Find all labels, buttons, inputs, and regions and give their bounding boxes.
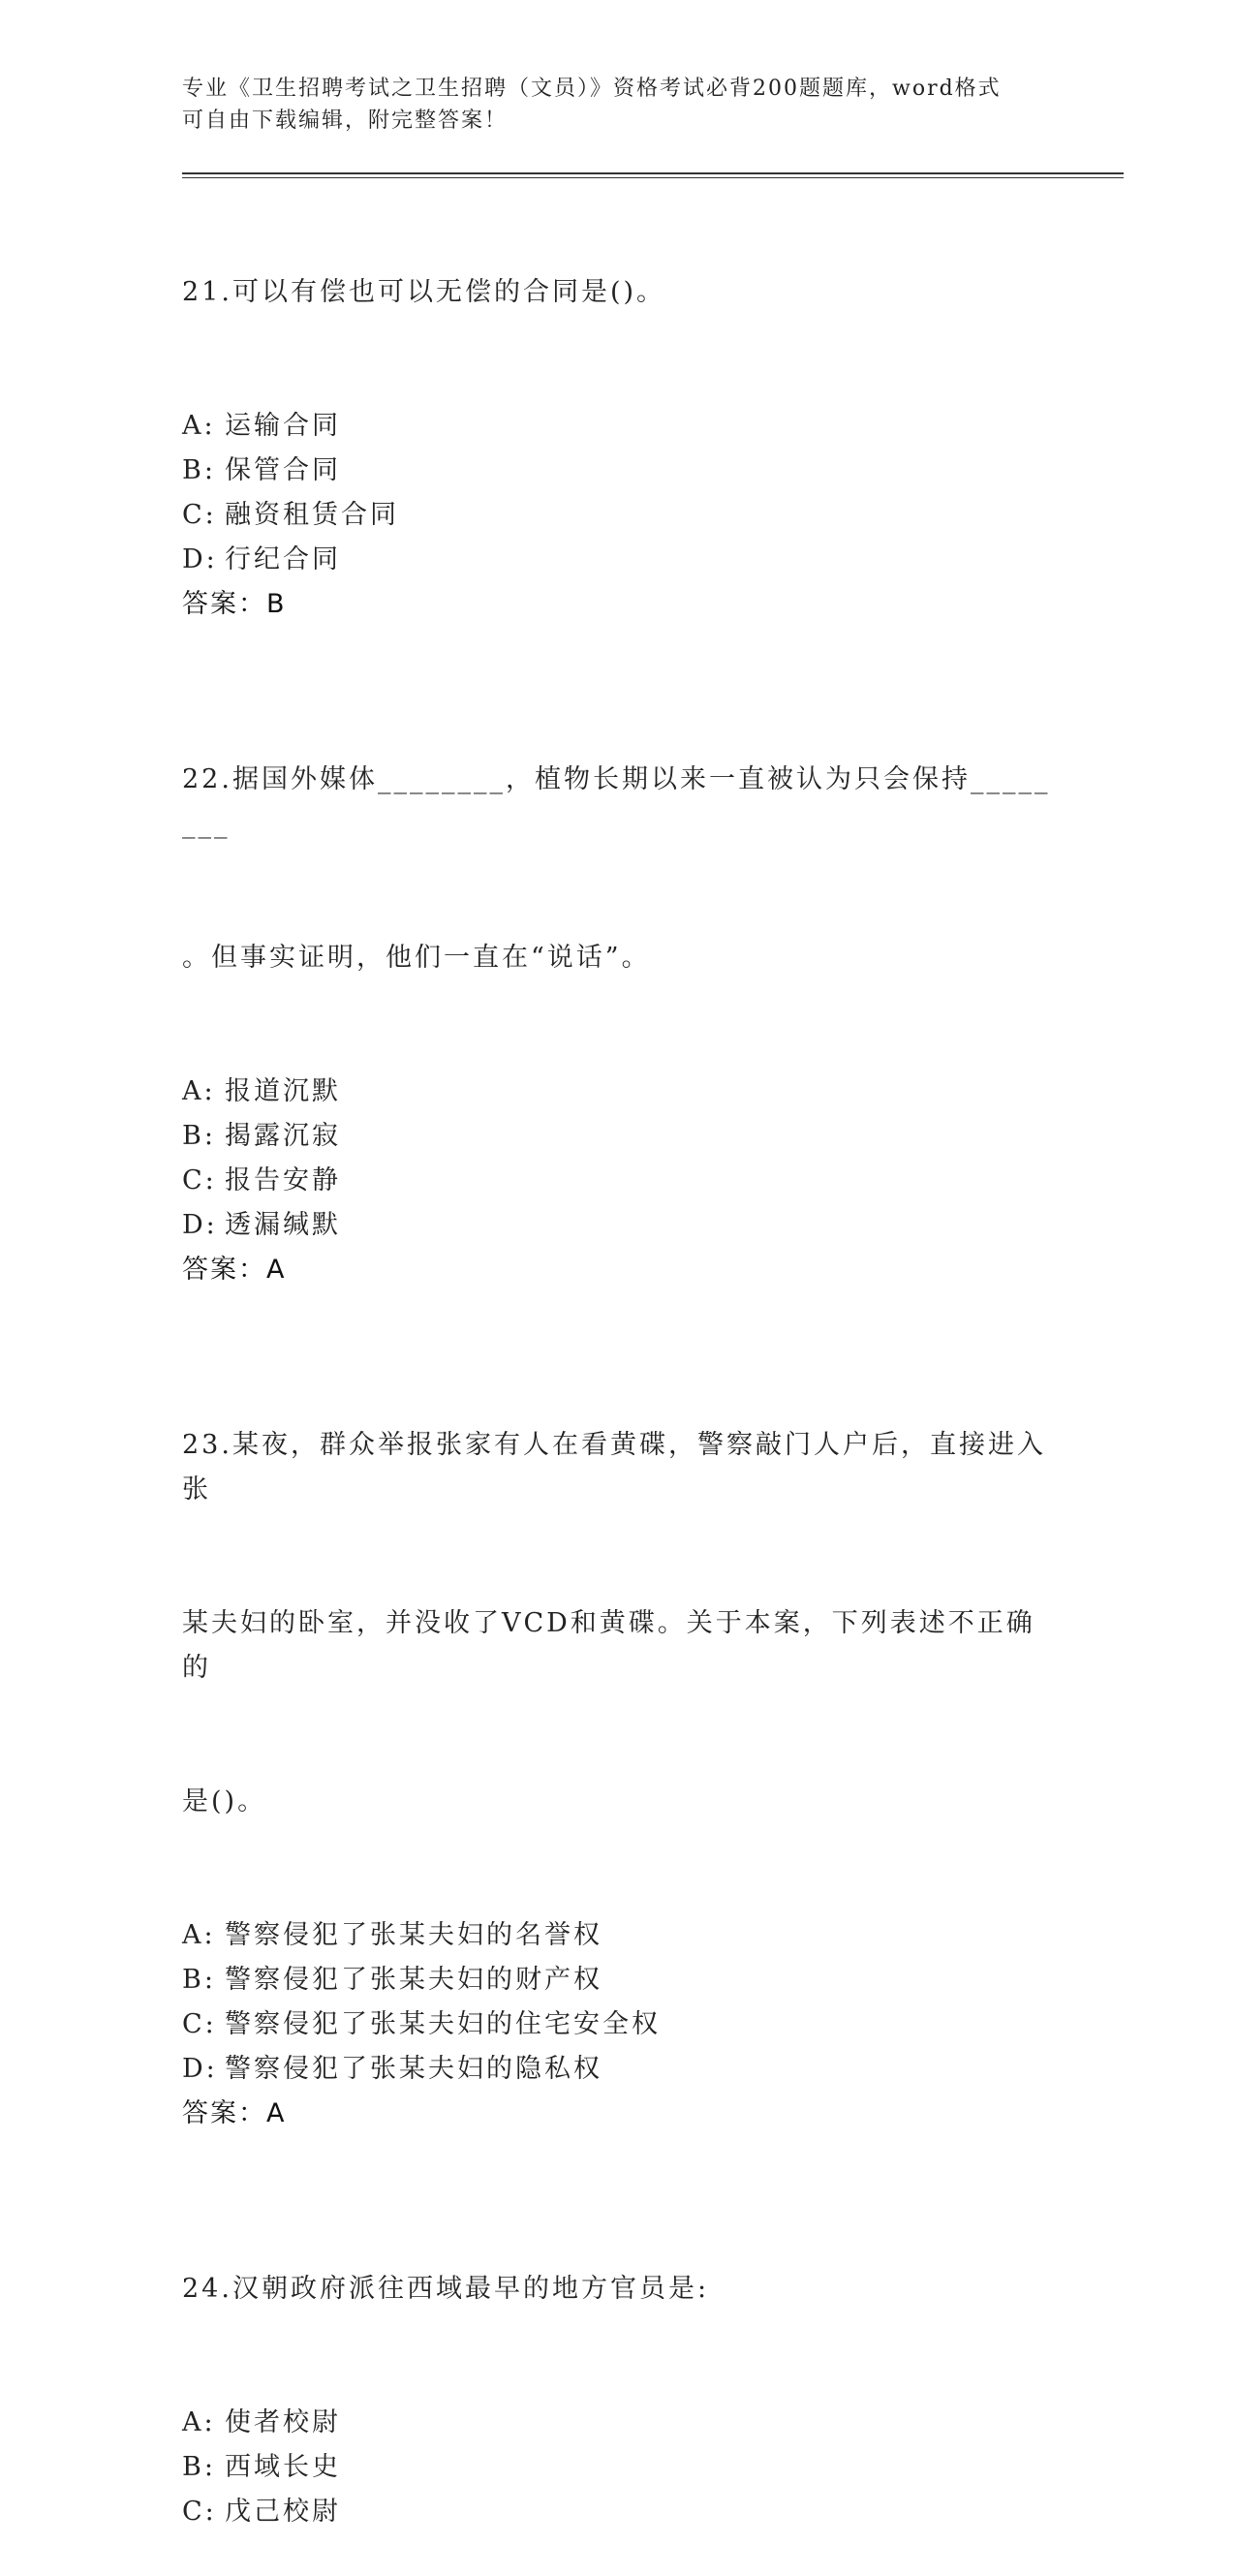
answer-line: 答案：A bbox=[182, 1255, 287, 1285]
question-stem bbox=[182, 2178, 1054, 2401]
option-text: 运输合同 bbox=[225, 411, 341, 441]
option-text: 融资租赁合同 bbox=[225, 500, 399, 530]
option-key: B: bbox=[182, 455, 216, 485]
document-header bbox=[182, 73, 1044, 137]
option-key: D: bbox=[182, 1210, 218, 1240]
question-21 bbox=[182, 181, 1054, 627]
option-text: 报道沉默 bbox=[225, 1076, 341, 1106]
option-d bbox=[182, 538, 1054, 582]
question-22 bbox=[182, 668, 1054, 1292]
question-stem-line: 21.可以有偿也可以无偿的合同是()。 bbox=[182, 277, 666, 307]
option-c bbox=[182, 2002, 1054, 2047]
option-key: B: bbox=[182, 1121, 216, 1151]
option-a bbox=[182, 2401, 1054, 2445]
option-key: D: bbox=[182, 544, 218, 574]
option-c bbox=[182, 493, 1054, 538]
option-text: 透漏缄默 bbox=[225, 1210, 341, 1240]
option-text: 警察侵犯了张某夫妇的财产权 bbox=[225, 1965, 602, 1995]
option-key: C: bbox=[182, 2497, 217, 2527]
option-key: A: bbox=[182, 411, 216, 441]
option-text: 警察侵犯了张某夫妇的住宅安全权 bbox=[225, 2009, 661, 2039]
question-stem-line: 是()。 bbox=[182, 1786, 267, 1816]
question-list bbox=[182, 181, 1054, 2576]
option-d bbox=[182, 1203, 1054, 1248]
question-23 bbox=[182, 1334, 1054, 2136]
option-key: A: bbox=[182, 2407, 216, 2437]
option-text: 使者校尉 bbox=[225, 2407, 341, 2437]
option-text: 报告安静 bbox=[225, 1165, 341, 1195]
question-stem-line: 24.汉朝政府派往西域最早的地方官员是: bbox=[182, 2274, 710, 2304]
answer-line: 答案：B bbox=[182, 589, 287, 619]
option-b bbox=[182, 2445, 1054, 2490]
option-key: A: bbox=[182, 1920, 216, 1950]
option-b bbox=[182, 1114, 1054, 1159]
option-a bbox=[182, 404, 1054, 449]
option-c bbox=[182, 2490, 1054, 2534]
option-b bbox=[182, 449, 1054, 493]
option-text: 揭露沉寂 bbox=[225, 1121, 341, 1151]
question-stem bbox=[182, 668, 1054, 1070]
header-divider-thick bbox=[182, 172, 1124, 174]
option-key: D: bbox=[182, 2054, 218, 2084]
option-a bbox=[182, 1913, 1054, 1958]
option-b bbox=[182, 1958, 1054, 2002]
header-divider-thin bbox=[182, 177, 1124, 178]
option-key: B: bbox=[182, 1965, 216, 1995]
option-text: 警察侵犯了张某夫妇的隐私权 bbox=[225, 2054, 602, 2084]
question-stem bbox=[182, 1334, 1054, 1913]
option-a bbox=[182, 1070, 1054, 1114]
option-key: C: bbox=[182, 1165, 217, 1195]
question-24 bbox=[182, 2178, 1054, 2534]
option-text: 行纪合同 bbox=[225, 544, 341, 574]
question-stem-line: 某夫妇的卧室，并没收了VCD和黄碟。关于本案，下列表述不正确的 bbox=[182, 1608, 1035, 1683]
answer-line: 答案：A bbox=[182, 2098, 287, 2128]
option-text: 警察侵犯了张某夫妇的名誉权 bbox=[225, 1920, 602, 1950]
option-key: A: bbox=[182, 1076, 216, 1106]
header-line-2: 可自由下载编辑，附完整答案！ bbox=[182, 109, 509, 133]
question-stem-line: 23.某夜，群众举报张家有人在看黄碟，警察敲门人户后，直接进入张 bbox=[182, 1430, 1046, 1505]
option-c bbox=[182, 1159, 1054, 1203]
option-d bbox=[182, 2047, 1054, 2092]
header-line-1: 专业《卫生招聘考试之卫生招聘（文员）》资格考试必背200题题库，word格式 bbox=[182, 77, 1002, 101]
option-text: 戊己校尉 bbox=[225, 2497, 341, 2527]
option-key: C: bbox=[182, 500, 217, 530]
question-stem-line: 。但事实证明，他们一直在“说话”。 bbox=[182, 943, 651, 973]
option-text: 西域长史 bbox=[225, 2452, 341, 2482]
option-text: 保管合同 bbox=[225, 455, 341, 485]
question-stem-line: 22.据国外媒体________，植物长期以来一直被认为只会保持________ bbox=[182, 764, 1051, 839]
option-key: B: bbox=[182, 2452, 216, 2482]
option-key: C: bbox=[182, 2009, 217, 2039]
question-stem bbox=[182, 181, 1054, 404]
